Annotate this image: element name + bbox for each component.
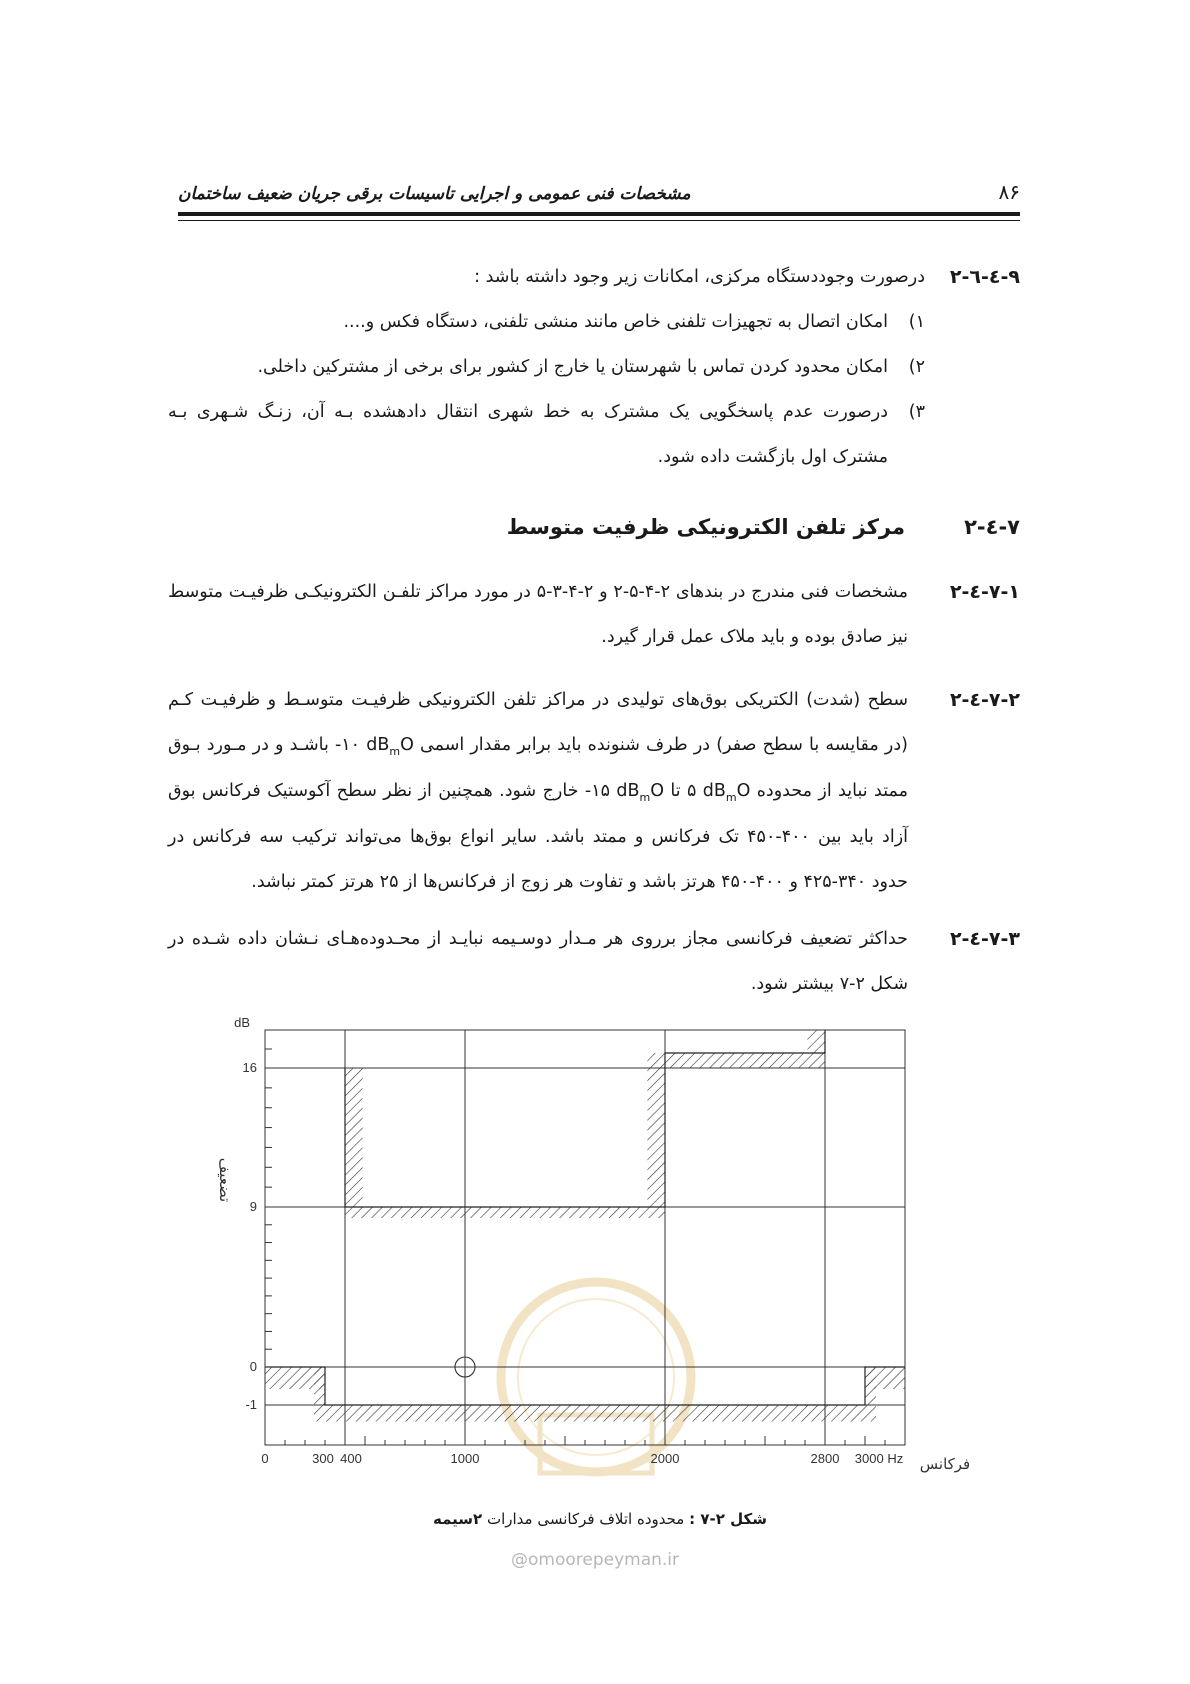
section-number: ۲-٤-۷-۳ xyxy=(949,928,1020,950)
section-number: ۲-٤-۷-۱ xyxy=(949,581,1020,603)
lower-limit-hatch xyxy=(314,1367,325,1422)
y-tick-label: 0 xyxy=(249,1359,257,1374)
level-value-text: -۱۵ dB xyxy=(584,781,640,801)
section-paragraph: مشخصات فنی مندرج در بندهای ۲-۴-۵-۲ و ۲-۴-۳-۵ در مورد مراکز تلفـن الکترونیکـی ظرفیـت متوسط نیز صادق بوده و باید ملاک عمل قرار گیرد. xyxy=(168,582,908,647)
list-item: امکان اتصال به تجهیزات تلفنی خاص مانند منشی تلفنی، دستگاه فکس و.... xyxy=(343,312,888,332)
list-item: درصورت عدم پاسخگویی یک مشترک به خط شهری انتقال دادهشده بـه آن، زنـگ شـهری بـه مشترک اول بازگشت داده شود. xyxy=(168,402,888,467)
lower-limit-hatch xyxy=(865,1367,876,1422)
header-rule xyxy=(178,212,1020,216)
x-tick-label: 3000 Hz xyxy=(854,1451,904,1466)
unit-subscript: m xyxy=(725,791,737,804)
page-number: ۸۶ xyxy=(998,180,1020,204)
heading-number: ۲-٤-۷ xyxy=(964,515,1020,539)
watermark-site: @omoorepeyman.ir xyxy=(510,1550,680,1570)
level-value xyxy=(686,781,751,804)
section-number: ۲-٤-٦-۹ xyxy=(949,266,1020,288)
upper-limit-hatch xyxy=(345,1207,665,1218)
lower-limit-hatch xyxy=(325,1405,865,1422)
section-intro: درصورت وجوددستگاه مرکزی، امکانات زیر وجود داشته باشد : xyxy=(474,267,925,287)
section-paragraph: حداکثر تضعیف فرکانسی مجاز برروی هر مـدار دوسـیمه نبایـد از محـدوده‌هـای نـشان داده شـده در شکل ۲-۷ بیشتر شود. xyxy=(168,929,908,994)
unit-tail: O xyxy=(400,735,414,755)
paragraph-text: سطح (شدت) الکتریکی بوق‌های تولیدی در مراکز تلفن الکترونیکی ظرفیـت متوسـط و ظرفیـت کـم (در مقایسه با سطح صفر) در طرف شنونده باید برابر مقدار اسمی xyxy=(168,690,908,755)
upper-limit-hatch xyxy=(647,1053,665,1207)
upper-limit-hatch xyxy=(807,1030,825,1053)
unit-subscript: m xyxy=(389,745,401,758)
paragraph-text: تا xyxy=(670,781,681,801)
list-item-number: ۱) xyxy=(908,312,925,332)
y-tick-label: -1 xyxy=(245,1397,257,1412)
attenuation-mask-chart xyxy=(0,1005,1190,1565)
y-tick-label: 9 xyxy=(249,1199,257,1214)
unit-subscript: m xyxy=(639,791,651,804)
x-tick-label: 2800 xyxy=(810,1451,840,1466)
lower-limit-line xyxy=(265,1367,905,1405)
level-value-text: ۵ dB xyxy=(686,781,726,801)
unit-tail: O xyxy=(650,781,664,801)
limit-hatching xyxy=(265,1030,905,1422)
list-item-number: ۳) xyxy=(908,402,925,422)
y-unit-label: dB xyxy=(234,1015,250,1030)
section-heading: مرکز تلفن الکترونیکی ظرفیت متوسط xyxy=(506,515,905,539)
upper-limit-hatch xyxy=(665,1053,825,1068)
watermark-seal xyxy=(501,1282,691,1473)
x-tick-label: 400 xyxy=(340,1451,362,1466)
list-item-number: ۲) xyxy=(908,357,925,377)
x-tick-label: 300 xyxy=(312,1451,334,1466)
running-title: مشخصات فنی عمومی و اجرایی تاسیسات برقی جریان ضعیف ساختمان xyxy=(178,184,691,204)
header-rule-thin xyxy=(178,220,1020,221)
unit-tail: O xyxy=(736,781,751,801)
paragraph-text: باشـد و در مـورد بـوق ممتد نباید از محدوده xyxy=(168,735,908,801)
caption-text: محدوده اتلاف فرکانسی مدارات xyxy=(486,1510,685,1528)
list-item: امکان محدود کردن تماس با شهرستان یا خارج از کشور برای برخی از مشترکین داخلی. xyxy=(257,357,888,377)
level-value xyxy=(334,735,414,758)
axis-ticks xyxy=(243,1030,905,1466)
x-tick-label: 0 xyxy=(261,1451,269,1466)
x-axis-label: فرکانس xyxy=(919,1455,971,1473)
figure-caption xyxy=(350,1510,850,1528)
paragraph-text: خارج شود. همچنین از نظر سطح آکوستیک فرکانس بوق آزاد باید بین ۴۰۰-۴۵۰ تک فرکانس و ممتد باشد. سایر انواع بوق‌ها می‌تواند ترکیب سه فرکانس در حدود ۳۴۰-۴۲۵ و ۴۰۰-۴۵۰ هرتز باشد و تفاوت هر زوج از فرکانس‌ها از ۲۵ هرتز کمتر نباشد. xyxy=(168,781,909,892)
y-axis-label: تضعیف xyxy=(216,1157,234,1203)
section-paragraph xyxy=(168,678,908,905)
upper-limit-hatch xyxy=(345,1068,363,1207)
section-number: ۲-٤-۷-۲ xyxy=(949,689,1020,711)
x-tick-label: 1000 xyxy=(450,1451,480,1466)
caption-tail: ۲سیمه xyxy=(433,1510,483,1528)
caption-label: شکل ۲-۷ : xyxy=(689,1510,767,1528)
level-value xyxy=(584,781,664,804)
y-tick-label: 16 xyxy=(242,1060,257,1075)
x-tick-label: 2000 xyxy=(650,1451,680,1466)
level-value-text: -۱۰ dB xyxy=(334,735,390,755)
